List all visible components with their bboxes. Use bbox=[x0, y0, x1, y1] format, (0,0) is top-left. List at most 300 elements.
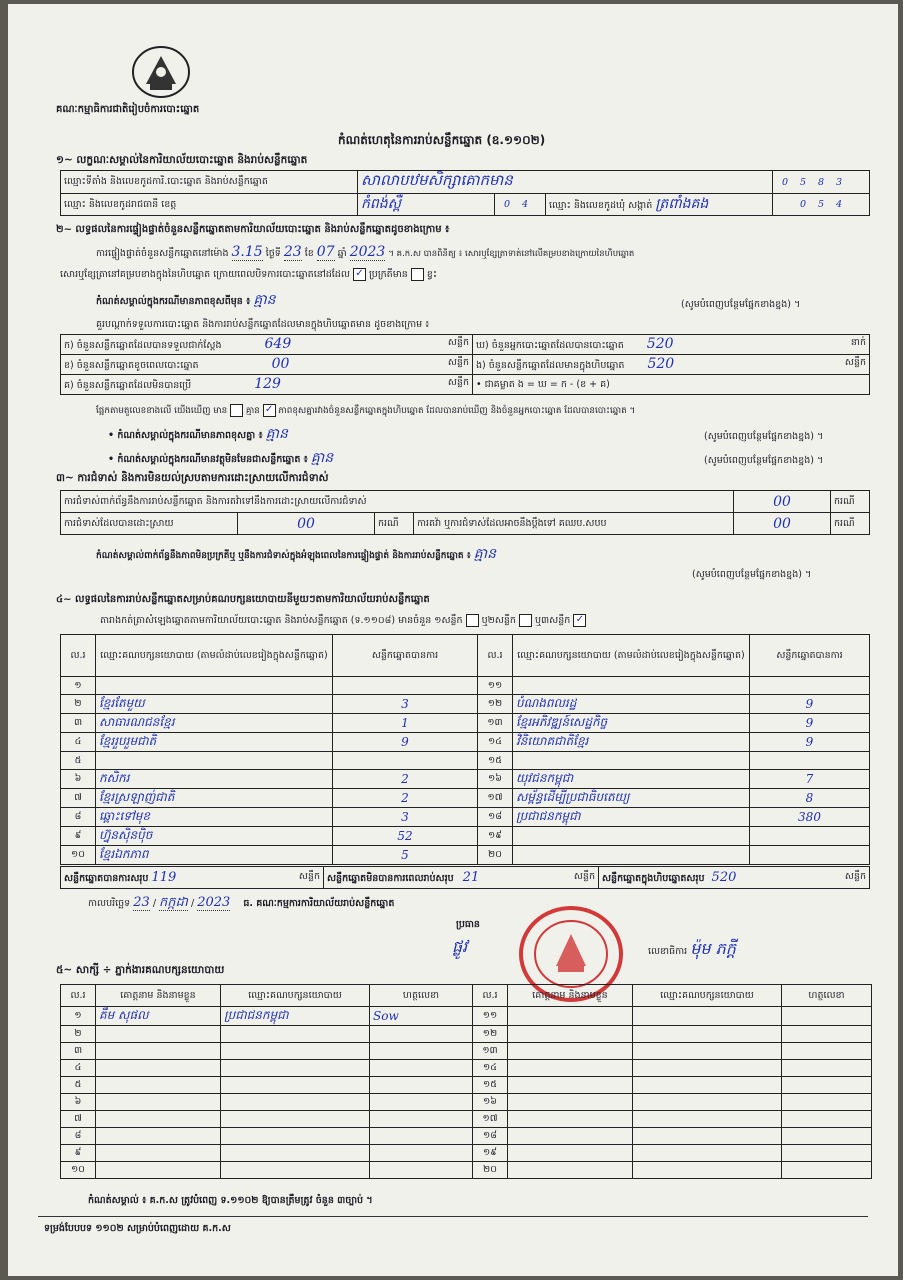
vote-row bbox=[61, 677, 870, 695]
two-sheet-checkbox[interactable] bbox=[519, 614, 532, 627]
has-diff-checkbox[interactable] bbox=[230, 404, 243, 417]
s3-row1-hw: 00 bbox=[773, 493, 791, 510]
row-number: ៥ bbox=[61, 752, 96, 770]
witness-party-cell[interactable] bbox=[221, 1026, 370, 1043]
row-number: ១៨ bbox=[478, 808, 513, 827]
s3-table bbox=[60, 490, 870, 535]
row-a-value: 649 bbox=[264, 336, 292, 352]
witness-name-cell[interactable] bbox=[508, 1060, 633, 1077]
row-number: ១២ bbox=[478, 695, 513, 714]
col-name-header: គោត្តនាម និងនាមខ្លួន bbox=[508, 985, 633, 1007]
col-votes-header: សន្លឹកឆ្នោតបានការ bbox=[750, 635, 870, 677]
compare-text: ផ្អែកតាមតួលេខខាងលើ យើងឃើញ មាន bbox=[96, 406, 228, 416]
unit-label: សន្លឹក bbox=[447, 377, 469, 388]
intact-label: ប្រក្រតីមាន bbox=[368, 269, 408, 280]
row-number: ២០ bbox=[473, 1162, 508, 1179]
party-name-cell[interactable]: ខ្មែរឯកភាព bbox=[96, 846, 333, 865]
row-number: ១ bbox=[61, 677, 96, 695]
total-inbox-cell[interactable] bbox=[599, 867, 870, 889]
row-number: ៦ bbox=[61, 770, 96, 789]
section-2-title: ២~ លទ្ធផលនៃការផ្ទៀងផ្ទាត់ចំនួនសន្លឹកឆ្នោតតាមការិយាល័យបោះឆ្នោត និងរាប់សន្លឹកឆ្នោតដូចខាងក្រោម ៖ bbox=[56, 224, 450, 235]
compare-rest: ភាពខុសគ្នារវាងចំនួនសន្លឹកឆ្នោតក្នុងហិបឆ្នោត ដែលបានរាប់ឃើញ និងចំនួនអ្នកបោះឆ្នោត ដែលបានបោះឆ្នោត ។ bbox=[278, 406, 636, 416]
org-name: គណៈកម្មាធិការជាតិរៀបចំការបោះឆ្នោត bbox=[56, 104, 200, 115]
chair-signature: ផ្លូវ bbox=[452, 937, 468, 956]
s2-note-line bbox=[96, 290, 866, 311]
party-name-cell[interactable]: ខ្មែររួបរួមជាតិ bbox=[96, 733, 333, 752]
vote-row bbox=[61, 695, 870, 714]
votes-cell[interactable]: 3 bbox=[333, 695, 478, 714]
s3-row2-hw: 00 bbox=[297, 515, 315, 532]
row-c-value: 129 bbox=[254, 376, 281, 392]
unit-label: សន្លឹក bbox=[298, 870, 320, 882]
votes-cell[interactable] bbox=[333, 677, 478, 695]
witness-sign-cell[interactable] bbox=[370, 1145, 473, 1162]
witness-sign-cell[interactable] bbox=[370, 1128, 473, 1145]
witness-sign-cell[interactable] bbox=[370, 1026, 473, 1043]
witness-name-cell[interactable] bbox=[96, 1145, 221, 1162]
party-name-cell[interactable]: ហ្វ៊ុនស៊ិនប៉ិច bbox=[96, 827, 333, 846]
s2-month-value[interactable]: 07 bbox=[316, 244, 335, 260]
witness-party-cell[interactable] bbox=[633, 1128, 782, 1145]
witness-sign-cell[interactable] bbox=[782, 1128, 872, 1145]
row-number: ១៤ bbox=[478, 733, 513, 752]
witness-party-cell[interactable] bbox=[221, 1043, 370, 1060]
unit-label: សន្លឹក bbox=[447, 337, 469, 348]
witness-party-cell[interactable] bbox=[221, 1111, 370, 1128]
s2-count-table bbox=[60, 334, 870, 395]
s1-location-label: ឈ្មោះទីតាំង និងលេខកូដការិ.បោះឆ្នោត និងរាប់សន្លឹកឆ្នោត bbox=[61, 171, 358, 194]
witness-sign-cell[interactable] bbox=[782, 1060, 872, 1077]
party-name-cell[interactable]: សាធារណជនខ្មែរ bbox=[96, 714, 333, 733]
nec-emblem-icon bbox=[130, 44, 192, 100]
witness-party-cell[interactable] bbox=[633, 1026, 782, 1043]
total-valid-value: 119 bbox=[151, 869, 177, 885]
s1-location-code[interactable] bbox=[773, 171, 870, 194]
witness-sign-cell[interactable]: Sow bbox=[370, 1007, 473, 1026]
party-name-cell[interactable]: សម្ព័ន្ធដើម្បីប្រជាធិបតេយ្យ bbox=[513, 789, 750, 808]
votes-cell[interactable]: 8 bbox=[750, 789, 870, 808]
vote-row bbox=[61, 752, 870, 770]
row-number: ១៣ bbox=[473, 1043, 508, 1060]
witness-row bbox=[61, 1094, 872, 1111]
row-b[interactable] bbox=[61, 355, 473, 375]
code-digit: 0 bbox=[799, 199, 807, 210]
one-sheet-checkbox[interactable] bbox=[466, 614, 479, 627]
col-party-header: ឈ្មោះគណបក្សនយោបាយ (តាមលំដាប់លេខរៀងក្នុងសន្លឹកឆ្នោត) bbox=[513, 635, 750, 677]
votes-cell[interactable]: 9 bbox=[750, 714, 870, 733]
witness-name-cell[interactable] bbox=[96, 1128, 221, 1145]
code-digit: 0 bbox=[781, 176, 789, 188]
row-number: ១១ bbox=[473, 1007, 508, 1026]
bullet1-suffix: (សូមបំពេញបន្ថែមផ្នែកខាងខ្នង) ។ bbox=[704, 431, 824, 442]
s2-bullet2 bbox=[108, 448, 868, 469]
row-number: ៣ bbox=[61, 1043, 96, 1060]
row-e[interactable] bbox=[473, 355, 870, 375]
s1-commune-hw: ត្រពាំងគង bbox=[655, 196, 709, 212]
total-inbox-value: 520 bbox=[711, 869, 737, 885]
code-digit: 8 bbox=[817, 176, 825, 188]
row-c[interactable] bbox=[61, 375, 473, 395]
opt2-label: ឬ២សន្លឹក bbox=[481, 615, 516, 626]
witness-name-cell[interactable] bbox=[96, 1111, 221, 1128]
votes-cell[interactable]: 52 bbox=[333, 827, 478, 846]
witness-row bbox=[61, 1043, 872, 1060]
witness-sign-cell[interactable] bbox=[782, 1043, 872, 1060]
witness-party-cell[interactable] bbox=[633, 1111, 782, 1128]
vote-row bbox=[61, 846, 870, 865]
votes-cell[interactable]: 380 bbox=[750, 808, 870, 827]
vote-row bbox=[61, 808, 870, 827]
s2-note-suffix: (សូមបំពេញបន្ថែមផ្នែកខាងខ្នង) ។ bbox=[681, 299, 801, 310]
unit-label: ករណី bbox=[375, 513, 414, 535]
row-a-label: ក) ចំនួនសន្លឹកឆ្នោតដែលបានទទួលជាក់ស្តែង bbox=[64, 340, 222, 351]
s2-time-line bbox=[96, 244, 634, 261]
vote-row bbox=[61, 789, 870, 808]
row-f: • ជាគម្លាត ង = ឃ = ក - (ខ + គ) bbox=[473, 375, 870, 395]
party-name-cell[interactable]: ខ្មែរតែមួយ bbox=[96, 695, 333, 714]
col-no-header: ល.រ bbox=[61, 635, 96, 677]
witness-name-cell[interactable] bbox=[508, 1094, 633, 1111]
code-digit: 0 bbox=[503, 199, 511, 210]
col-party-header: ឈ្មោះគណបក្សនយោបាយ bbox=[221, 985, 370, 1007]
total-valid-label: សន្លឹកឆ្នោតបានការសរុប bbox=[64, 872, 149, 884]
witness-party-cell[interactable] bbox=[633, 1094, 782, 1111]
party-name-cell[interactable]: ខ្មែរស្រឡាញ់ជាតិ bbox=[96, 789, 333, 808]
row-b-value: 00 bbox=[271, 356, 290, 372]
votes-cell[interactable] bbox=[750, 752, 870, 770]
row-number: ៤ bbox=[61, 733, 96, 752]
party-name-cell[interactable] bbox=[96, 677, 333, 695]
witness-sign-cell[interactable] bbox=[370, 1094, 473, 1111]
bullet2-label: • កំណត់សម្គាល់ក្នុងករណីមានវត្ថុមិនមែនជាសន្លឹកឆ្នោត ៖ bbox=[108, 454, 308, 465]
party-name-cell[interactable] bbox=[513, 846, 750, 865]
three-sheet-checkbox[interactable]: ✓ bbox=[573, 614, 586, 627]
s1-province-value[interactable] bbox=[358, 194, 495, 216]
row-number: ៤ bbox=[61, 1060, 96, 1077]
votes-cell[interactable]: 2 bbox=[333, 770, 478, 789]
witness-name-cell[interactable] bbox=[96, 1026, 221, 1043]
not-intact-label: ខ្វះ bbox=[426, 269, 438, 280]
s2-compare-line bbox=[96, 404, 635, 418]
intact-checkbox[interactable]: ✓ bbox=[353, 268, 366, 281]
s2-note-value[interactable]: គ្មាន bbox=[253, 292, 276, 308]
vote-row bbox=[61, 733, 870, 752]
date-label: កាលបរិច្ឆេទ bbox=[88, 898, 131, 909]
s3-note-suffix: (សូមបំពេញបន្ថែមផ្នែកខាងខ្នង) ។ bbox=[692, 569, 812, 580]
votes-cell[interactable] bbox=[750, 846, 870, 865]
votes-cell[interactable]: 3 bbox=[333, 808, 478, 827]
col-no-header: ល.រ bbox=[478, 635, 513, 677]
row-number: ២ bbox=[61, 1026, 96, 1043]
row-number: ៩ bbox=[61, 1145, 96, 1162]
col-party-header: ឈ្មោះគណបក្សនយោបាយ (តាមលំដាប់លេខរៀងក្នុងសន្លឹកឆ្នោត) bbox=[96, 635, 333, 677]
witness-sign-cell[interactable] bbox=[370, 1077, 473, 1094]
footer-doc-ref: ទម្រង់បែបបទ ១១០២ សម្រាប់បំពេញដោយ គ.ក.ស bbox=[44, 1223, 231, 1234]
votes-body bbox=[61, 677, 870, 865]
compare-none-label: គ្មាន bbox=[245, 406, 260, 416]
row-number: ១៥ bbox=[478, 752, 513, 770]
row-number: ១០ bbox=[61, 1162, 96, 1179]
witness-party-cell[interactable] bbox=[633, 1077, 782, 1094]
witness-party-cell[interactable] bbox=[221, 1162, 370, 1179]
col-votes-header: សន្លឹកឆ្នោតបានការ bbox=[333, 635, 478, 677]
section-1-table bbox=[60, 170, 870, 216]
witness-sign-cell[interactable] bbox=[370, 1060, 473, 1077]
witness-sign-cell[interactable] bbox=[782, 1162, 872, 1179]
witness-name-cell[interactable] bbox=[508, 1026, 633, 1043]
bullet2-value[interactable]: គ្មាន bbox=[310, 450, 334, 466]
s2-day-value[interactable]: 23 bbox=[283, 244, 302, 260]
witness-party-cell[interactable] bbox=[221, 1128, 370, 1145]
bullet1-label: • កំណត់សម្គាល់ក្នុងករណីមានភាពខុសគ្នា ៖ bbox=[108, 430, 263, 441]
s2-instruction: គួរបណ្តាក់ទទួលការបោះឆ្នោត និងការរាប់សន្លឹកឆ្នោតដែលមានក្នុងហិបឆ្នោតមាន ដូចខាងក្រោម ៖ bbox=[96, 319, 430, 330]
witness-name-cell[interactable] bbox=[96, 1094, 221, 1111]
row-number: ១៧ bbox=[473, 1111, 508, 1128]
row-a[interactable] bbox=[61, 335, 473, 355]
unit-label: សន្លឹក bbox=[844, 357, 866, 368]
secretary-line bbox=[648, 938, 736, 962]
party-name-cell[interactable]: បំណងពលរដ្ឋ bbox=[513, 695, 750, 714]
row-number: ៣ bbox=[61, 714, 96, 733]
form-title: កំណត់ហេតុនៃការរាប់សន្លឹកឆ្នោត (ឧ.១១០២) bbox=[338, 133, 546, 147]
total-invalid-value: 21 bbox=[462, 869, 480, 885]
s3-row2-label: ការជំទាស់ដែលបានដោះស្រាយ bbox=[61, 513, 238, 535]
vote-row bbox=[61, 770, 870, 789]
s3-row1-value[interactable] bbox=[734, 491, 831, 513]
row-b-label: ខ) ចំនួនសន្លឹកឆ្នោតខូចពេលបោះឆ្នោត bbox=[64, 360, 199, 371]
section-3-title: ៣~ ការជំទាស់ និងការមិនយល់ស្របតាមការដោះស្រាយលើការជំទាស់ bbox=[56, 472, 329, 484]
col-sign-header: ហត្ថលេខា bbox=[370, 985, 473, 1007]
s4-totals-table bbox=[60, 866, 870, 889]
witness-row bbox=[61, 1060, 872, 1077]
row-c-label: គ) ចំនួនសន្លឹកឆ្នោតដែលមិនបានប្រើ bbox=[64, 380, 192, 391]
s1-commune-cell[interactable] bbox=[546, 194, 773, 216]
row-number: ១៤ bbox=[473, 1060, 508, 1077]
party-name-cell[interactable]: យុវជនកម្ពុជា bbox=[513, 770, 750, 789]
witness-party-cell[interactable] bbox=[633, 1162, 782, 1179]
section-1-title: ១~ លក្ខណៈសម្គាល់នៃការិយាល័យបោះឆ្នោត និងរាប់សន្លឹកឆ្នោត bbox=[56, 154, 308, 166]
s2-seal-line bbox=[60, 268, 437, 282]
row-number: ១៩ bbox=[478, 827, 513, 846]
witness-party-cell[interactable]: ប្រជាជនកម្ពុជា bbox=[221, 1007, 370, 1026]
witness-name-cell[interactable] bbox=[96, 1077, 221, 1094]
witness-name-cell[interactable] bbox=[508, 1007, 633, 1026]
witness-sign-cell[interactable] bbox=[370, 1111, 473, 1128]
row-number: ៩ bbox=[61, 827, 96, 846]
witness-sign-cell[interactable] bbox=[370, 1043, 473, 1060]
section-5-title: ៥~ សាក្សី ÷ ភ្នាក់ងារគណបក្សនយោបាយ bbox=[56, 964, 225, 976]
row-number: ១៩ bbox=[473, 1145, 508, 1162]
s1-commune-label: ឈ្មោះ និងលេខកូដឃុំ សង្កាត់ bbox=[549, 200, 653, 211]
s5-witness-table bbox=[60, 984, 872, 1179]
votes-cell[interactable] bbox=[333, 752, 478, 770]
votes-cell[interactable] bbox=[750, 677, 870, 695]
form-page bbox=[8, 4, 898, 1276]
secretary-label: លេខាធិការ bbox=[648, 946, 688, 957]
total-valid-cell[interactable] bbox=[61, 867, 324, 889]
s3-row2-hw2: 00 bbox=[773, 515, 791, 532]
s2-time-label: ការផ្ទៀងផ្ទាត់ចំនួនសន្លឹកឆ្នោតនៅម៉ោង bbox=[96, 248, 229, 259]
s4-date-line: កាលបរិច្ឆេទ 23 / កក្កដា / 2023 ធ. គណៈកម្មការការិយាល័យរាប់សន្លឹកឆ្នោត bbox=[88, 895, 395, 910]
witness-sign-cell[interactable] bbox=[782, 1094, 872, 1111]
s2-bullet1 bbox=[108, 424, 868, 445]
party-name-cell[interactable] bbox=[96, 752, 333, 770]
witness-row bbox=[61, 1145, 872, 1162]
votes-cell[interactable]: 9 bbox=[333, 733, 478, 752]
date-month[interactable]: កក្កដា bbox=[159, 895, 188, 910]
s4-votes-table bbox=[60, 634, 870, 865]
secretary-name[interactable]: ម៉ុម ភក្តី bbox=[690, 939, 736, 958]
witness-sign-cell[interactable] bbox=[782, 1077, 872, 1094]
row-e-label: ង) ចំនួនសន្លឹកឆ្នោតដែលមានក្នុងហិបឆ្នោត bbox=[476, 360, 625, 371]
witness-name-cell[interactable] bbox=[508, 1077, 633, 1094]
not-intact-checkbox[interactable] bbox=[411, 268, 424, 281]
witness-row bbox=[61, 1026, 872, 1043]
vote-row bbox=[61, 714, 870, 733]
unit-label: សន្លឹក bbox=[844, 870, 866, 882]
row-e-value: 520 bbox=[647, 356, 675, 372]
row-d[interactable] bbox=[473, 335, 870, 355]
s3-row2-value2[interactable] bbox=[734, 513, 831, 535]
footer-note: កំណត់សម្គាល់ ៖ គ.ក.ស ត្រូវបំពេញ ទ.១១០២ ឱ្យបានត្រឹមត្រូវ ចំនួន ៣ច្បាប់ ។ bbox=[88, 1195, 373, 1206]
s1-commune-code[interactable] bbox=[773, 194, 870, 216]
witness-party-cell[interactable] bbox=[633, 1060, 782, 1077]
party-name-cell[interactable]: វិនិយោគជាតិខ្មែរ bbox=[513, 733, 750, 752]
code-digit: 5 bbox=[817, 199, 825, 210]
s2-time-value[interactable]: 3.15 bbox=[231, 244, 263, 260]
s1-province-hw: កំពង់ស្ពឺ bbox=[361, 196, 401, 212]
row-d-value: 520 bbox=[646, 336, 674, 352]
s2-year-value[interactable]: 2023 bbox=[349, 244, 386, 260]
row-number: ១៦ bbox=[473, 1094, 508, 1111]
party-name-cell[interactable] bbox=[513, 752, 750, 770]
row-number: ៨ bbox=[61, 1128, 96, 1145]
witness-party-cell[interactable] bbox=[633, 1145, 782, 1162]
votes-cell[interactable]: 2 bbox=[333, 789, 478, 808]
witness-row bbox=[61, 1128, 872, 1145]
row-d-label: ឃ) ចំនួនអ្នកបោះឆ្នោតដែលបានបោះឆ្នោត bbox=[476, 340, 624, 351]
s4-intro-line bbox=[100, 614, 586, 628]
witness-name-cell[interactable] bbox=[508, 1128, 633, 1145]
chair-label: ប្រធាន bbox=[456, 919, 480, 930]
row-number: ១៦ bbox=[478, 770, 513, 789]
witness-name-cell[interactable] bbox=[96, 1060, 221, 1077]
row-number: ៥ bbox=[61, 1077, 96, 1094]
row-number: ៧ bbox=[61, 1111, 96, 1128]
s1-province-code[interactable] bbox=[495, 194, 546, 216]
row-number: ១២ bbox=[473, 1026, 508, 1043]
witness-sign-cell[interactable] bbox=[782, 1026, 872, 1043]
s1-province-label: ឈ្មោះ និងលេខកូដរាជធានី ខេត្ត bbox=[61, 194, 358, 216]
votes-cell[interactable]: 5 bbox=[333, 846, 478, 865]
witness-name-cell[interactable] bbox=[508, 1162, 633, 1179]
code-digit: 4 bbox=[835, 199, 843, 210]
witness-name-cell[interactable] bbox=[508, 1111, 633, 1128]
witness-sign-cell[interactable] bbox=[782, 1111, 872, 1128]
s3-row2-label2: ការតវ៉ា ឬការជំទាស់ដែលអាចនឹងប្តឹងទៅ គឈប.សបប bbox=[414, 513, 734, 535]
s2-day-label: ថ្ងៃទី bbox=[265, 248, 281, 259]
section-4-title: ៤~ លទ្ធផលនៃការរាប់សន្លឹកឆ្នោតសម្រាប់គណបក្សនយោបាយនីមួយៗតាមការិយាល័យរាប់សន្លឹកឆ្នោត bbox=[56, 594, 430, 605]
row-number: ៨ bbox=[61, 808, 96, 827]
row-number: ១៧ bbox=[478, 789, 513, 808]
votes-cell[interactable] bbox=[750, 827, 870, 846]
s3-row2-value[interactable] bbox=[238, 513, 375, 535]
row-number: ១៣ bbox=[478, 714, 513, 733]
witness-name-cell[interactable]: គឹម សុផល bbox=[96, 1007, 221, 1026]
s3-note-value[interactable]: គ្មាន bbox=[473, 546, 496, 562]
party-name-cell[interactable] bbox=[513, 827, 750, 846]
unit-label: នាក់ bbox=[850, 337, 866, 348]
total-invalid-cell[interactable] bbox=[324, 867, 599, 889]
party-name-cell[interactable]: ឆ្ពោះទៅមុខ bbox=[96, 808, 333, 827]
witness-name-cell[interactable] bbox=[96, 1162, 221, 1179]
col-no-header: ល.រ bbox=[473, 985, 508, 1007]
witness-sign-cell[interactable] bbox=[782, 1007, 872, 1026]
witness-name-cell[interactable] bbox=[508, 1043, 633, 1060]
s1-location-value[interactable] bbox=[358, 171, 773, 194]
s2-line1-rest: ។ គ.ក.ស បានពិនិត្យ ៖ សោរឬខ្សែត្រាទាត់នៅលើគម្របខាងក្រោយនៃហិបឆ្នោត bbox=[388, 249, 635, 259]
witness-party-cell[interactable] bbox=[633, 1007, 782, 1026]
witness-body bbox=[61, 1007, 872, 1179]
votes-cell[interactable]: 9 bbox=[750, 695, 870, 714]
witness-name-cell[interactable] bbox=[508, 1145, 633, 1162]
s3-note-label: កំណត់សម្គាល់ពាក់ព័ន្ធនឹងភាពមិនប្រក្រតីឬ ឬនឹងការជំទាស់ក្នុងអំឡុងពេលនៃការផ្ទៀងផ្ទាត់ និងការរាប់សន្លឹកឆ្នោត ៖ bbox=[96, 551, 471, 561]
witness-party-cell[interactable] bbox=[633, 1043, 782, 1060]
witness-name-cell[interactable] bbox=[96, 1043, 221, 1060]
party-name-cell[interactable]: កសិករ bbox=[96, 770, 333, 789]
witness-party-cell[interactable] bbox=[221, 1077, 370, 1094]
witness-sign-cell[interactable] bbox=[370, 1162, 473, 1179]
party-name-cell[interactable]: ប្រជាជនកម្ពុជា bbox=[513, 808, 750, 827]
s4-intro: តារាងកត់ត្រាសំឡេងឆ្នោតតាមការិយាល័យបោះឆ្នោត និងរាប់សន្លឹកឆ្នោត (ទ.១១០៨) មានចំនួន ១សន្លឹក bbox=[100, 615, 463, 626]
witness-party-cell[interactable] bbox=[221, 1145, 370, 1162]
witness-party-cell[interactable] bbox=[221, 1060, 370, 1077]
committee-label: ធ. គណៈកម្មការការិយាល័យរាប់សន្លឹកឆ្នោត bbox=[243, 898, 395, 909]
s2-line2: សោរឬខ្សែត្រានៅគម្របខាងក្នុងនៃហិបឆ្នោត ក្រោយពេលបិទការបោះឆ្នោតនៅដដែល bbox=[60, 269, 350, 280]
s3-note-line bbox=[96, 544, 866, 580]
votes-cell[interactable]: 9 bbox=[750, 733, 870, 752]
unit-label: សន្លឹក bbox=[447, 357, 469, 368]
row-number: ៧ bbox=[61, 789, 96, 808]
date-day[interactable]: 23 bbox=[133, 895, 150, 910]
footer-rule bbox=[38, 1216, 868, 1217]
row-number: ១៥ bbox=[473, 1077, 508, 1094]
row-number: ២ bbox=[61, 695, 96, 714]
code-digit: 4 bbox=[521, 199, 529, 210]
votes-cell[interactable]: 7 bbox=[750, 770, 870, 789]
bullet2-suffix: (សូមបំពេញបន្ថែមផ្នែកខាងខ្នង) ។ bbox=[704, 455, 824, 466]
party-name-cell[interactable]: ខ្មែរអភិវឌ្ឍន៍សេដ្ឋកិច្ច bbox=[513, 714, 750, 733]
no-diff-checkbox[interactable]: ✓ bbox=[263, 404, 276, 417]
s2-year-label: ឆ្នាំ bbox=[337, 248, 347, 259]
code-digit: 3 bbox=[835, 176, 843, 188]
witness-sign-cell[interactable] bbox=[782, 1145, 872, 1162]
s2-month-label: ខែ bbox=[304, 248, 314, 259]
witness-row bbox=[61, 1077, 872, 1094]
witness-party-cell[interactable] bbox=[221, 1094, 370, 1111]
party-name-cell[interactable] bbox=[513, 677, 750, 695]
col-no-header: ល.រ bbox=[61, 985, 96, 1007]
total-inbox-label: សន្លឹកឆ្នោតក្នុងហិបឆ្នោតសរុប bbox=[602, 872, 705, 884]
s3-row1-label: ការជំទាស់ពាក់ព័ន្ធនឹងការរាប់សន្លឹកឆ្នោត និងការតវ៉ាទៅនឹងការដោះស្រាយលើការជំទាស់ bbox=[61, 491, 734, 513]
opt3-label: ឬ៣សន្លឹក bbox=[535, 615, 571, 626]
witness-row bbox=[61, 1007, 872, 1026]
s2-note-label: កំណត់សម្គាល់ក្នុងករណីមានភាពខុសពីមុន ៖ bbox=[96, 296, 251, 307]
bullet1-value[interactable]: គ្មាន bbox=[265, 426, 288, 442]
witness-row bbox=[61, 1111, 872, 1128]
date-year[interactable]: 2023 bbox=[197, 895, 231, 910]
votes-cell[interactable]: 1 bbox=[333, 714, 478, 733]
